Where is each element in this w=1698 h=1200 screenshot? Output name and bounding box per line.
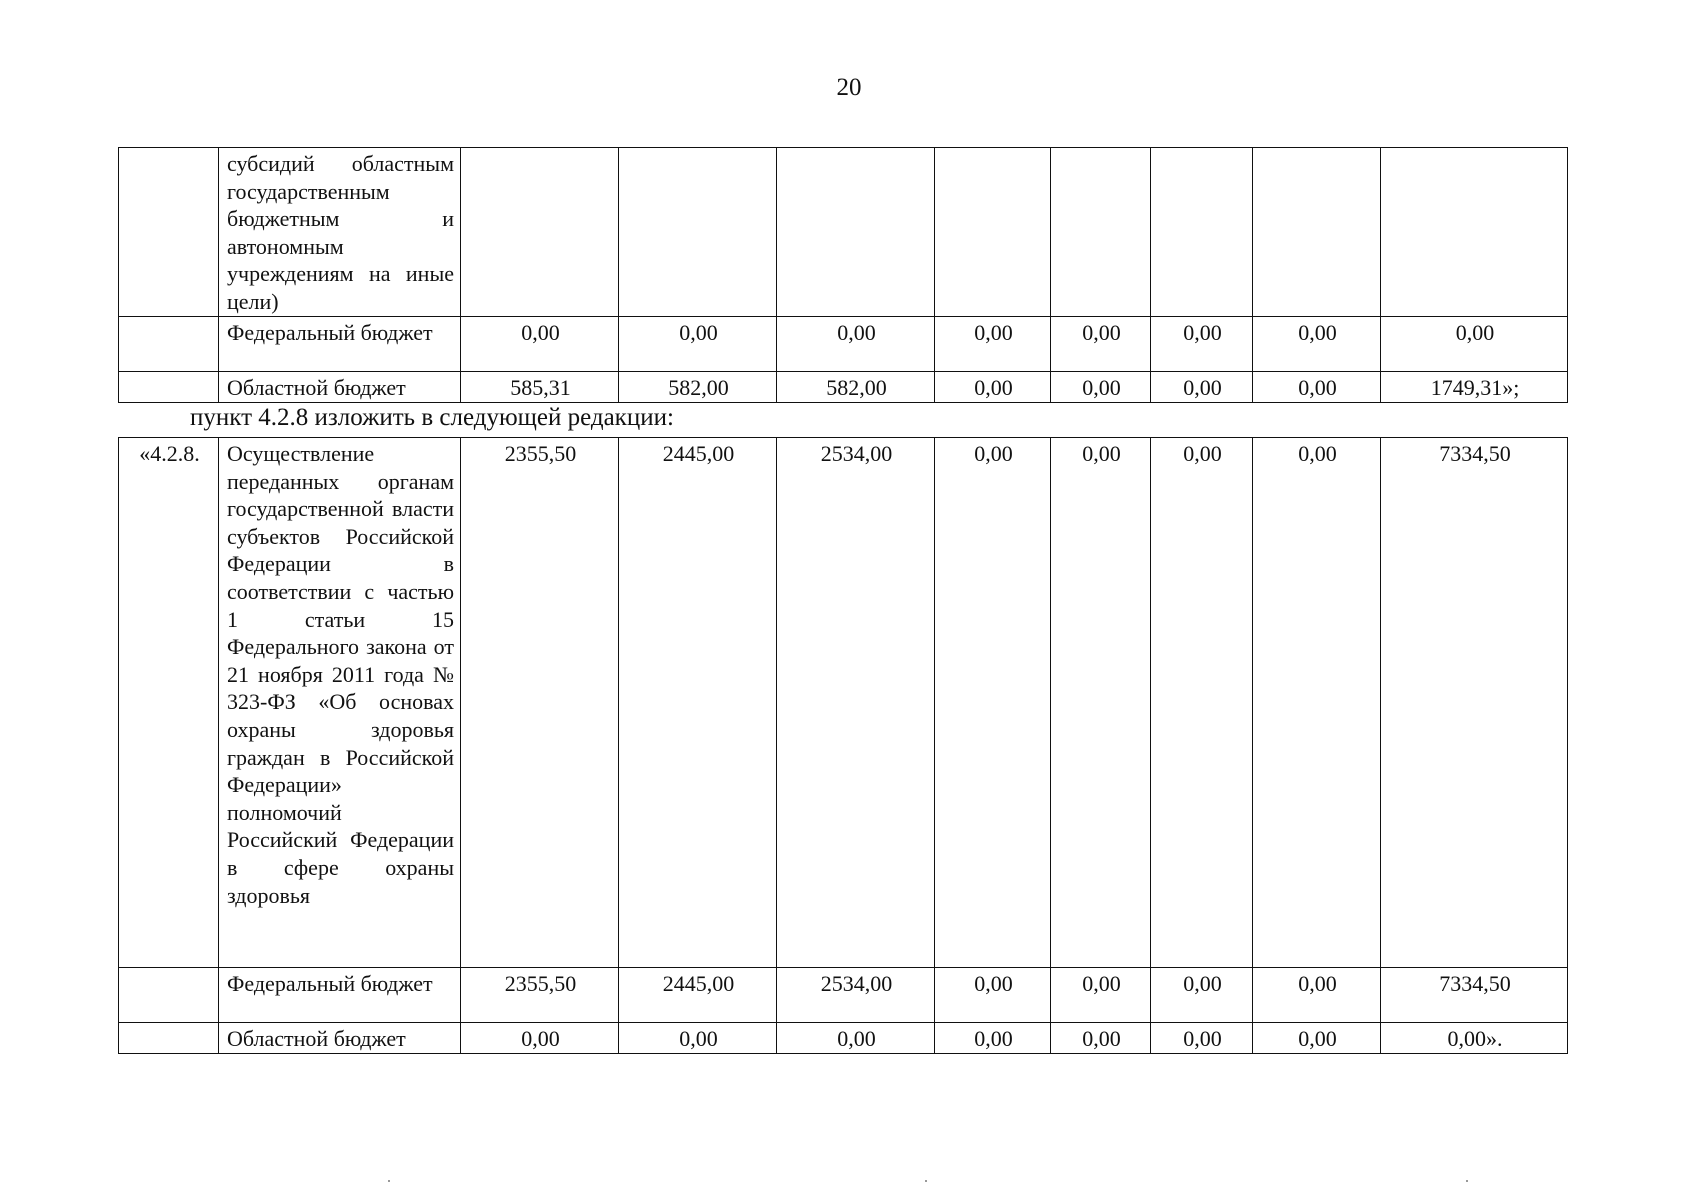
value-cell [777,148,935,317]
value-cell [1381,148,1568,317]
value-cell: 2355,50 [461,438,619,968]
value-cell: 0,00 [1051,438,1151,968]
value-cell: 7334,50 [1381,438,1568,968]
value-cell [1051,148,1151,317]
value-cell: 585,31 [461,371,619,402]
table-row [119,148,1568,317]
value-cell [935,148,1051,317]
value-cell: 0,00 [1253,1023,1381,1054]
value-cell: 0,00 [1381,316,1568,371]
value-cell: 2355,50 [461,968,619,1023]
value-cell: 0,00 [1253,968,1381,1023]
table-row-regional-budget [119,371,1568,402]
value-cell: 0,00 [619,1023,777,1054]
budget-table-item-4-2-8 [118,437,1568,1054]
table-row-main [119,438,1568,968]
value-cell: 1749,31»; [1381,371,1568,402]
budget-label: Федеральный бюджет [219,968,461,1023]
budget-label: Федеральный бюджет [219,316,461,371]
value-cell [461,148,619,317]
code-cell [119,316,219,371]
code-cell [119,371,219,402]
value-cell: 0,00 [1151,371,1253,402]
value-cell: 0,00 [935,438,1051,968]
value-cell: 582,00 [619,371,777,402]
scan-speck [1466,1180,1468,1182]
value-cell: 0,00 [935,316,1051,371]
value-cell: 0,00 [777,316,935,371]
description-cell: Осуществление переданных органам государственной власти субъектов Российской Федерации в соответствии с частью 1 статьи 15 Федерального закона от 21 ноября 2011 года № 323-ФЗ «Об основах охраны здоровья граждан в Российской Федерации» полномочий Российский Федерации в сфере охраны здоровья [219,438,461,968]
page-number: 20 [836,74,862,101]
value-cell: 2445,00 [619,968,777,1023]
value-cell: 0,00 [1253,438,1381,968]
value-cell: 0,00 [935,1023,1051,1054]
value-cell [1151,148,1253,317]
value-cell: 0,00 [1151,1023,1253,1054]
value-cell: 0,00 [1051,371,1151,402]
value-cell: 0,00 [1151,316,1253,371]
value-cell: 0,00 [461,1023,619,1054]
value-cell: 2534,00 [777,968,935,1023]
value-cell: 2534,00 [777,438,935,968]
value-cell: 0,00 [1151,438,1253,968]
scan-speck [925,1180,927,1182]
value-cell: 0,00 [461,316,619,371]
value-cell: 0,00». [1381,1023,1568,1054]
value-cell: 0,00 [1253,316,1381,371]
value-cell: 0,00 [1051,968,1151,1023]
table-row-regional-budget [119,1023,1568,1054]
value-cell: 0,00 [1253,371,1381,402]
value-cell [1253,148,1381,317]
value-cell: 0,00 [935,371,1051,402]
description-cell: субсидий областным государственным бюджетным и автономным учреждениям на иные цели) [219,148,461,317]
value-cell: 0,00 [935,968,1051,1023]
value-cell: 0,00 [1151,968,1253,1023]
value-cell: 0,00 [1051,316,1151,371]
value-cell: 7334,50 [1381,968,1568,1023]
code-cell [119,148,219,317]
scan-speck [388,1180,390,1182]
code-cell [119,968,219,1023]
budget-label: Областной бюджет [219,1023,461,1054]
value-cell: 582,00 [777,371,935,402]
value-cell [619,148,777,317]
value-cell: 0,00 [1051,1023,1151,1054]
item-code: «4.2.8. [119,438,219,968]
budget-table-continuation [118,147,1568,403]
budget-label: Областной бюджет [219,371,461,402]
table-row-federal-budget [119,968,1568,1023]
value-cell: 0,00 [619,316,777,371]
value-cell: 2445,00 [619,438,777,968]
table-row-federal-budget [119,316,1568,371]
instruction-text: пункт 4.2.8 изложить в следующей редакции: [190,404,674,431]
value-cell: 0,00 [777,1023,935,1054]
code-cell [119,1023,219,1054]
